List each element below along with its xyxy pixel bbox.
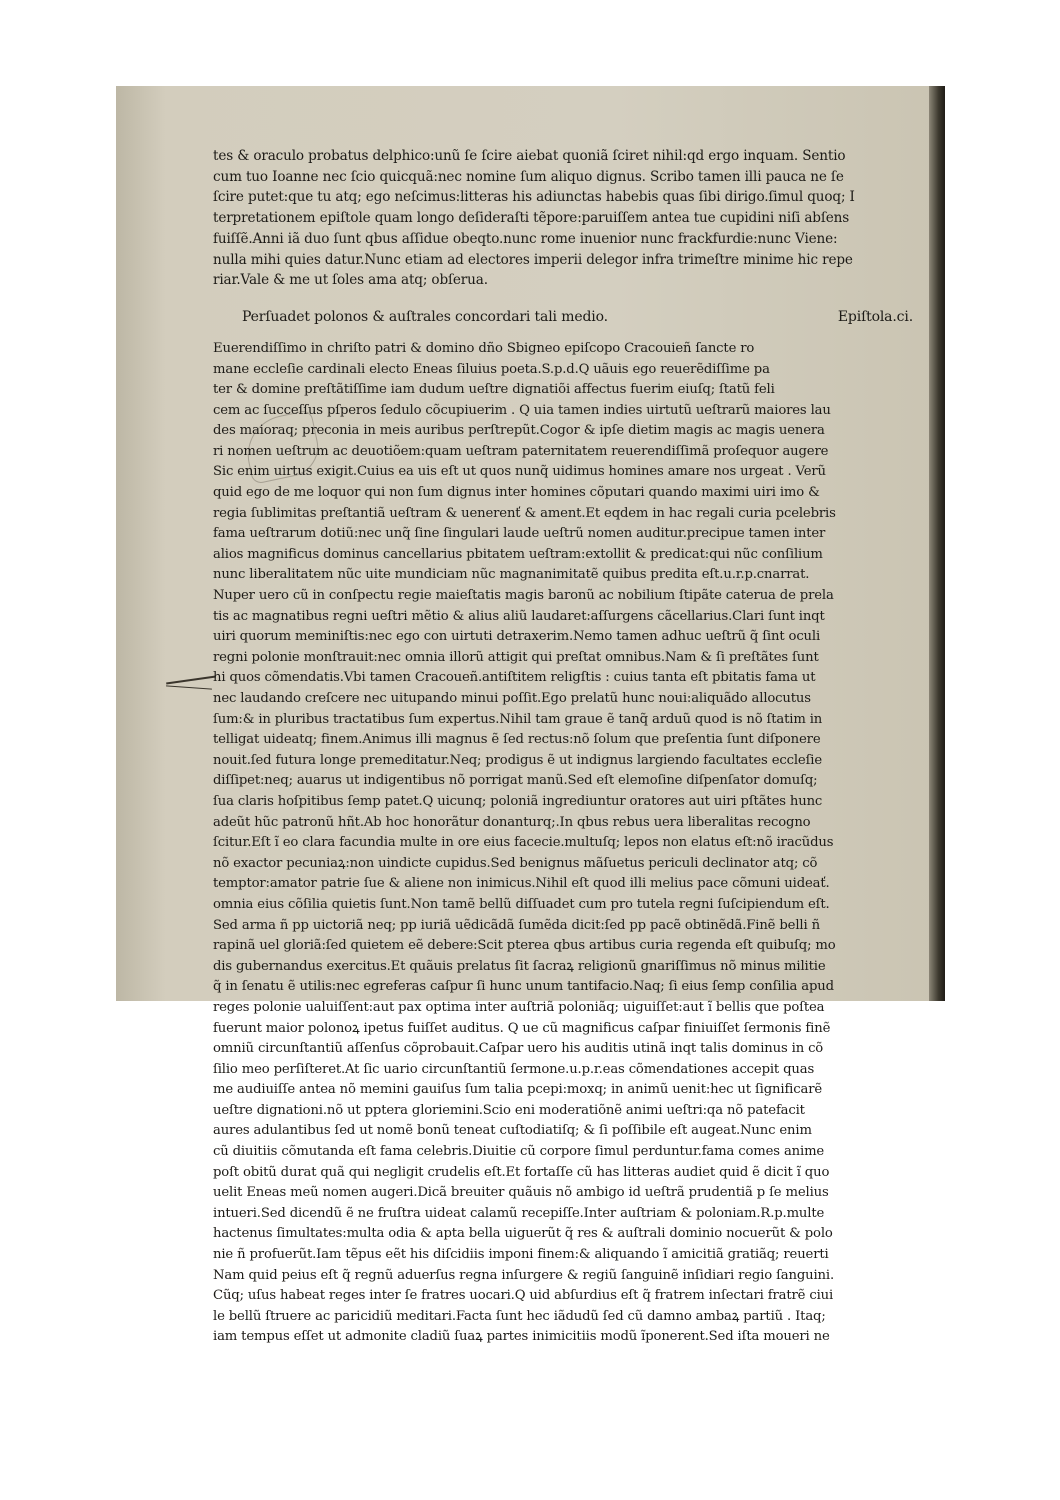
text-line: Euerendiſſimo in chriſto patri & domino dño Sbigneo epiſcopo Cracouieñ ſancte ro <box>213 340 755 356</box>
text-line: temptor:amator patrie ſue & aliene non inimicus.Nihil eſt quod illi melius pace cõmuni uideať. <box>213 876 830 892</box>
text-line: des maioraq; preconia in meis auribus perſtrepũt.Cogor & ipſe dietim magis ac magis uenera <box>213 423 825 439</box>
text-line: riar.Vale & me ut ſoles ama atq; obſerua. <box>213 272 488 289</box>
text-line: adeũt hũc patronũ hñt.Ab hoc honorãtur donanturq;.In qbus rebus uera liberalitas recogno <box>213 814 811 830</box>
margin-pen-mark <box>166 676 216 685</box>
text-line: intueri.Sed dicendũ ẽ ne fruſtra uideat calamũ recepiſſe.Inter auſtriam & poloniam.R.p.multe <box>213 1205 825 1221</box>
heading-summary: Perſuadet polonos & auſtrales concordari tali medio. <box>242 308 608 325</box>
text-line: ſua claris hoſpitibus ſemp patet.Q uicunq; poloniã ingrediuntur oratores aut uiri pſtãtes hunc <box>213 793 823 809</box>
printed-text <box>213 146 913 1348</box>
text-line: rapinã uel gloriã:ſed quietem eẽ debere:Scit pterea qbus artibus curia regenda eſt quibuſq; mo <box>213 938 836 954</box>
text-line: fama ueſtrarum dotiũ:nec unq̃ ſine ſingulari laude ueſtrũ nomen auditur.precipue tamen inter <box>213 526 826 542</box>
text-line: ter & domine preſtãtiſſime iam dudum ueſtre dignatiõi affectus fuerim eiuſq; ſtatũ feli <box>213 382 775 398</box>
text-line: ſilio meo perſiſteret.At ſic uario circunſtantiũ ſermone.u.p.r.eas cõmendationes accepit quas <box>213 1061 815 1077</box>
text-line: cũ diuitiis cõmutanda eſt fama celebris.Diuitie cũ corpore ſimul perduntur.fama comes anime <box>213 1144 825 1160</box>
book-spine-shadow <box>929 86 945 1001</box>
text-line: Nam quid peius eſt q̃ regnũ aduerſus regna inſurgere & regiũ ſanguinẽ inſidiari regio ſanguini. <box>213 1267 835 1283</box>
text-line: ſcire putet:que tu atq; ego neſcimus:litteras his adiunctas habebis quas ſibi dirigo.ſimul quoq; I <box>213 189 855 206</box>
text-line: iam tempus eſſet ut admonite cladiũ ſuaꝝ partes inimicitiis modũ ĩponerent.Sed iſta moueri ne <box>213 1329 830 1345</box>
text-line: ri nomen ueſtrum ac deuotiõem:quam ueſtram paternitatem reuerendiſſimã proſequor augere <box>213 443 829 459</box>
text-line: Cũq; uſus habeat reges inter ſe fratres uocari.Q uid abſurdius eſt q̃ fratrem inſectari fratrẽ ciui <box>213 1288 834 1304</box>
text-line: cem ac ſucceſſus pſperos ſedulo cõcupiuerim . Q uia tamen indies uirtutũ ueſtrarũ maiores lau <box>213 402 831 418</box>
letter-heading <box>213 305 913 331</box>
margin-pen-mark-2 <box>166 685 212 689</box>
text-line: nie ñ profuerũt.Iam tẽpus eẽt his diſcidiis imponi finem:& aliquando ĩ amicitiã gratiãq; reuerti <box>213 1247 829 1263</box>
text-line: Nuper uero cũ in conſpectu regie maieſtatis magis baronũ ac nobilium ſtipãte caterua de prela <box>213 588 834 604</box>
text-line: reges polonie ualuiſſent:aut pax optima inter auſtriã poloniãq; uiguiſſet:aut ĩ bellis que poſtea <box>213 999 825 1015</box>
text-line: hi quos cõmendatis.Vbi tamen Cracoueñ.antiſtitem religſtis : cuius tanta eſt pbitatis fama ut <box>213 670 816 686</box>
text-line: Sed arma ñ pp uictoriã neq; pp iuriã uẽdicãdã ſumẽda dicit:ſed pp pacẽ obtinẽdã.Finẽ belli ñ <box>213 917 820 933</box>
text-line: omnia eius cõſilia quietis ſunt.Non tamẽ bellũ diſſuadet cum pro tutela regni ſuſcipiendum eſt. <box>213 896 830 912</box>
text-line: q̃ in ſenatu ẽ utilis:nec egreferas caſpur ſi hunc unum tantifacio.Naq; ſi eius ſemp conſilia apud <box>213 979 834 995</box>
text-line: regia ſublimitas preſtantiã ueſtram & uenerenť & ament.Et eqdem in hac regali curia pcelebris <box>213 505 836 521</box>
text-line: tis ac magnatibus regni ueſtri mẽtio & alius aliũ laudaret:aſſurgens cãcellarius.Clari ſunt inqt <box>213 608 825 624</box>
text-line: ſum:& in pluribus tractatibus ſum expertus.Nihil tam graue ẽ tanq̃ arduũ quod is nõ ſtatim in <box>213 711 823 727</box>
text-line: cum tuo Ioanne nec ſcio quicquã:nec nomine ſum aliquo dignus. Scribo tamen illi pauca ne ſe <box>213 168 844 185</box>
text-line: omniũ circunſtantiũ aſſenſus cõprobauit.Caſpar uero his auditis utinã inqt talis dominus in cõ <box>213 1041 824 1057</box>
text-line: nec laudando creſcere nec uitupando minui poſſit.Ego prelatũ hunc noui:aliquãdo allocutus <box>213 691 811 707</box>
text-line: Sic enim uirtus exigit.Cuius ea uis eſt ut quos nunq̃ uidimus homines amare nos urgeat . Verũ <box>213 464 826 480</box>
text-line: uelit Eneas meũ nomen augeri.Dicã breuiter quãuis nõ ambigo id ueſtrã prudentiã p ſe melius <box>213 1185 829 1201</box>
text-line: telligat uideatq; finem.Animus illi magnus ẽ ſed rectus:nõ ſolum que preſentia ſunt diſponere <box>213 732 821 748</box>
text-line: quid ego de me loquor qui non ſum dignus inter homines cõputari quando maximi uiri imo & <box>213 485 820 501</box>
text-line: poſt obitũ durat quã qui negligit crudelis eſt.Et fortaſſe cũ has litteras audiet quid ẽ dicit ĩ quo <box>213 1164 830 1180</box>
text-line: uiri quorum meminiſtis:nec ego con uirtuti detraxerim.Nemo tamen adhuc ueſtrũ q̃ ſint oculi <box>213 629 821 645</box>
heading-epistle-number: Epiſtola.ci. <box>837 308 913 325</box>
text-line: dis gubernandus exercitus.Et quãuis prelatus ſit ſacraꝝ religionũ gnariſſimus nõ minus militie <box>213 958 826 974</box>
text-line: nunc liberalitatem nũc uite mundiciam nũc magnanimitatẽ quibus predita eſt.u.r.p.cnarrat. <box>213 567 810 583</box>
text-line: ſcitur.Eſt ĩ eo clara facundia multe in ore eius facecie.multuſq; lepos non elatus eſt:nõ iracũdus <box>213 835 834 851</box>
text-line: ueſtre dignationi.nõ ut pptera gloriemini.Scio eni moderatiõnẽ animi ueſtri:qa nõ patefacit <box>213 1102 805 1118</box>
scanned-page <box>116 86 945 1345</box>
text-line: nõ exactor pecuniaꝝ:non uindicte cupidus.Sed benignus mãſuetus periculi declinator atq; cõ <box>213 855 818 871</box>
letter-body <box>213 339 913 1348</box>
intro-paragraph <box>213 146 913 291</box>
text-line: me audiuiſſe antea nõ memini gauiſus ſum talia pcepi:moxq; in animũ uenit:hec ut ſignificarẽ <box>213 1082 823 1098</box>
text-line: aures adulantibus ſed ut nomẽ bonũ teneat cuſtodiatiſq; & ſi poſſibile eſt augeat.Nunc enim <box>213 1123 812 1139</box>
text-line: alios magnificus dominus cancellarius pbitatem ueſtram:extollit & predicat:qui nũc conſilium <box>213 546 823 562</box>
text-line: fuiſſẽ.Anni iã duo ſunt qbus aſſidue obeqto.nunc rome inuenior nunc frackfurdie:nunc Viene: <box>213 230 838 247</box>
text-line: tes & oraculo probatus delphico:unũ ſe ſcire aiebat quoniã ſciret nihil:qd ergo inquam. Sentio <box>213 148 846 164</box>
text-line: le bellũ ſtruere ac paricidiũ meditari.Facta ſunt hec iãdudũ ſed cũ damno ambaꝝ partiũ . Itaq; <box>213 1308 826 1324</box>
text-line: terpretationem epiſtole quam longo deſideraſti tẽpore:paruiſſem antea tue cupidini niſi abſens <box>213 210 850 227</box>
text-line: mane eccleſie cardinali electo Eneas ſiluius poeta.S.p.d.Q uãuis ego reuerẽdiſſime pa <box>213 361 770 377</box>
text-line: hactenus ſimultates:multa odia & apta bella uiguerũt q̃ res & auſtrali dominio nocuerũt & polo <box>213 1226 833 1242</box>
text-line: fuerunt maior polonoꝝ ipetus fuiſſet auditus. Q ue cũ magnificus caſpar finiuiſſet ſermonis finẽ <box>213 1020 831 1036</box>
text-line: diſſipet:neq; auarus ut indigentibus nõ porrigat manũ.Sed eſt elemoſine diſpenſator domuſq; <box>213 773 818 789</box>
text-line: nouit.ſed futura longe premeditatur.Neq; prodigus ẽ ut indignus largiendo facultates eccleſie <box>213 752 823 768</box>
text-line: nulla mihi quies datur.Nunc etiam ad electores imperii delegor infra trimeſtre minime hic repe <box>213 251 853 268</box>
text-line: regni polonie monſtrauit:nec omnia illorũ attigit qui preſtat omnibus.Nam & ſi preſtãtes ſunt <box>213 649 819 665</box>
